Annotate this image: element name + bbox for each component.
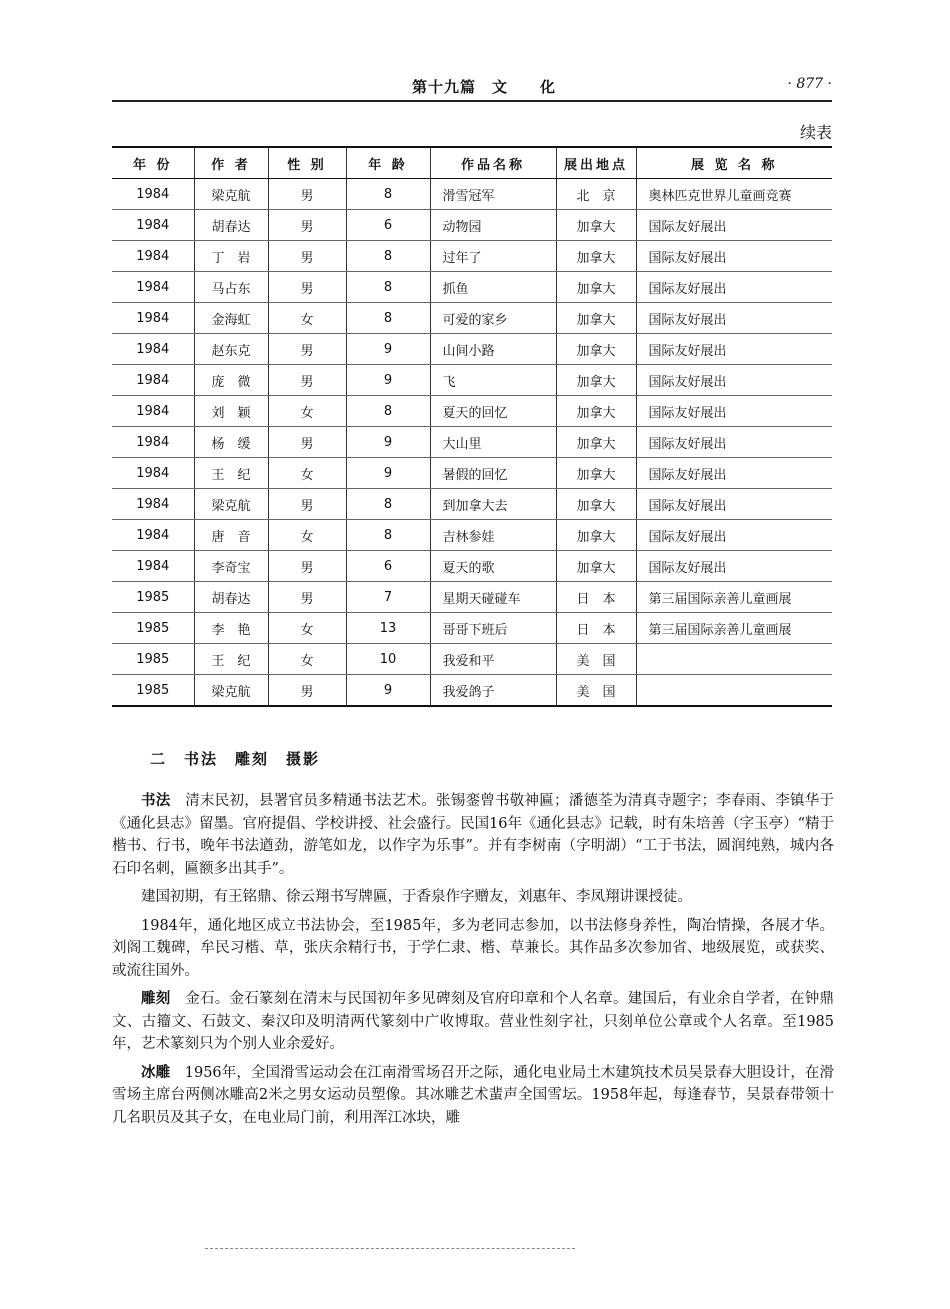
paragraph-text: 1956年，全国滑雪运动会在江南滑雪场召开之际，通化电业局土木建筑技术员吴景春大胆设计，在滑雪场主席台两侧冰雕高2米之男女运动员塑像。其冰雕艺术蜚声全国雪坛。1958年起，每逢春节，吴景春带领十几名职员及其子女，在电业局门前，利用浑江冰块，雕 [112,1064,835,1126]
table-cell: 国际友好展出 [636,551,832,582]
table-cell: 我爱和平 [430,644,556,675]
table-cell: 国际友好展出 [636,272,832,303]
table-cell: 9 [346,365,430,396]
table-cell: 王 纪 [194,644,268,675]
table-cell: 8 [346,303,430,334]
table-cell: 女 [268,396,346,427]
column-header: 展 览 名 称 [636,147,832,179]
table-cell: 9 [346,675,430,707]
table-cell: 1985 [112,675,194,707]
table-cell: 10 [346,644,430,675]
table-cell: 9 [346,427,430,458]
table-cell: 北 京 [556,179,636,210]
table-cell: 胡春达 [194,210,268,241]
table-cell: 国际友好展出 [636,365,832,396]
column-header: 性 别 [268,147,346,179]
table-cell: 9 [346,458,430,489]
table-cell: 夏天的回忆 [430,396,556,427]
paragraph-text: 建国初期，有王铭鼎、徐云翔书写牌匾，于香泉作字赠友，刘惠年、李凤翔讲课授徒。 [141,889,692,905]
table-cell: 男 [268,365,346,396]
table-cell: 梁克航 [194,489,268,520]
table-cell: 抓鱼 [430,272,556,303]
table-cell: 国际友好展出 [636,241,832,272]
table-cell: 8 [346,241,430,272]
paragraph [112,988,834,1056]
table-cell: 加拿大 [556,241,636,272]
paragraph [112,886,834,909]
table-cell: 李 艳 [194,613,268,644]
table-cell: 加拿大 [556,396,636,427]
table-cell: 男 [268,551,346,582]
column-header: 年 份 [112,147,194,179]
table-cell: 星期天碰碰车 [430,582,556,613]
table-cell: 1984 [112,303,194,334]
table-cell: 动物园 [430,210,556,241]
table-cell: 1984 [112,427,194,458]
table-cell: 13 [346,613,430,644]
table-cell: 加拿大 [556,210,636,241]
table-cell: 加拿大 [556,272,636,303]
table-cell: 男 [268,179,346,210]
table-row [112,334,832,365]
table-cell [636,675,832,707]
table-body [112,179,832,707]
table-cell: 国际友好展出 [636,303,832,334]
table-cell: 8 [346,272,430,303]
table-row [112,644,832,675]
table-cell: 滑雪冠军 [430,179,556,210]
footer-rule [205,1248,575,1249]
table-row [112,365,832,396]
table-row [112,179,832,210]
table-cell: 飞 [430,365,556,396]
table-cell: 女 [268,613,346,644]
table-cell: 国际友好展出 [636,210,832,241]
paragraph [112,1062,834,1130]
table-cell: 赵东克 [194,334,268,365]
paragraph-lead: 书法 [141,793,171,809]
table-cell: 刘 颖 [194,396,268,427]
table-cell: 吉林参娃 [430,520,556,551]
table-cell: 夏天的歌 [430,551,556,582]
table-cell: 1985 [112,644,194,675]
table-cell: 可爱的家乡 [430,303,556,334]
table-cell: 梁克航 [194,675,268,707]
column-header: 作 者 [194,147,268,179]
table-cell: 杨 缓 [194,427,268,458]
table-cell: 过年了 [430,241,556,272]
table-cell: 大山里 [430,427,556,458]
body-text [112,790,834,1135]
table-cell: 加拿大 [556,489,636,520]
table-cell: 加拿大 [556,303,636,334]
table-row [112,427,832,458]
table-cell: 国际友好展出 [636,334,832,365]
table-cell: 奥林匹克世界儿童画竞赛 [636,179,832,210]
table-cell: 第三届国际亲善儿童画展 [636,613,832,644]
table-cell: 加拿大 [556,427,636,458]
table-cell: 1984 [112,458,194,489]
table-cell: 美 国 [556,644,636,675]
table-cell: 6 [346,551,430,582]
table-cell: 1984 [112,489,194,520]
table-cell: 暑假的回忆 [430,458,556,489]
table-row [112,582,832,613]
table-row [112,675,832,707]
table-cell: 1984 [112,365,194,396]
paragraph-text: 1984年，通化地区成立书法协会，至1985年，多为老同志参加，以书法修身养性，陶冶情操，各展才华。刘阁工魏碑，牟民习楷、草，张庆余精行书，于学仁隶、楷、草兼长。其作品多次参加省、地级展览，或获奖、或流往国外。 [112,917,834,979]
table-cell: 女 [268,520,346,551]
table-cell [636,644,832,675]
table-cell: 1985 [112,613,194,644]
table-cell: 日 本 [556,582,636,613]
table-cell: 女 [268,458,346,489]
column-header: 展出地点 [556,147,636,179]
table-row [112,613,832,644]
table-cell: 9 [346,334,430,365]
table-cell: 山间小路 [430,334,556,365]
table-cell: 1984 [112,551,194,582]
table-cell: 男 [268,582,346,613]
table-cell: 马占东 [194,272,268,303]
table-cell: 1984 [112,520,194,551]
table-cell: 女 [268,644,346,675]
table-cell: 男 [268,241,346,272]
paragraph [112,915,834,983]
table-cell: 李奇宝 [194,551,268,582]
table-cell: 8 [346,396,430,427]
table-cell: 国际友好展出 [636,458,832,489]
continued-label: 续表 [799,123,832,142]
table-row [112,489,832,520]
table-row [112,272,832,303]
table-cell: 1984 [112,272,194,303]
table-header-row [112,147,832,179]
table-cell: 国际友好展出 [636,520,832,551]
table-cell: 唐 音 [194,520,268,551]
table-cell: 加拿大 [556,458,636,489]
table-cell: 6 [346,210,430,241]
table-cell: 1984 [112,334,194,365]
table-cell: 我爱鸽子 [430,675,556,707]
table-cell: 1984 [112,210,194,241]
table-cell: 胡春达 [194,582,268,613]
paragraph-text: 金石。金石篆刻在清末与民国初年多见碑刻及官府印章和个人名章。建国后，有业余自学者，在钟鼎文、古籀文、石鼓文、秦汉印及明清两代篆刻中广收博取。营业性刻字社，只刻单位公章或个人名章。至1985年，艺术篆刻只为个别人业余爱好。 [112,991,834,1052]
column-header: 作品名称 [430,147,556,179]
table-cell: 1984 [112,241,194,272]
column-header: 年 龄 [346,147,430,179]
table-cell: 1984 [112,396,194,427]
table-cell: 美 国 [556,675,636,707]
table-cell: 男 [268,427,346,458]
table-cell: 男 [268,334,346,365]
table-cell: 梁克航 [194,179,268,210]
table-cell: 加拿大 [556,520,636,551]
page-header [112,76,832,102]
table-cell: 男 [268,210,346,241]
table-cell: 1985 [112,582,194,613]
table-cell: 到加拿大去 [430,489,556,520]
table-row [112,396,832,427]
table-cell: 丁 岩 [194,241,268,272]
section-title: 二 书法 雕刻 摄影 [150,750,321,768]
chapter-title: 第十九篇 文 化 [412,78,557,96]
table-row [112,551,832,582]
page-number: · 877 · [787,76,832,92]
table-cell: 国际友好展出 [636,396,832,427]
table-cell: 国际友好展出 [636,489,832,520]
table-row [112,458,832,489]
table-cell: 哥哥下班后 [430,613,556,644]
table-cell: 男 [268,272,346,303]
table-cell: 第三届国际亲善儿童画展 [636,582,832,613]
table-cell: 王 纪 [194,458,268,489]
table-cell: 加拿大 [556,551,636,582]
table-cell: 8 [346,520,430,551]
table-cell: 加拿大 [556,365,636,396]
table-cell: 男 [268,675,346,707]
paragraph-text: 清末民初，县署官员多精通书法艺术。张锡銮曾书敬神匾；潘德荃为清真寺题字；李春雨、李镇华于《通化县志》留墨。官府提倡、学校讲授、社会盛行。民国16年《通化县志》记载，时有朱培善（字玉亭）“精于楷书、行书，晚年书法遒劲，游笔如龙，以作字为乐事”。并有李树南（字明湖）“工于书法，圆润纯熟，城内各石印名刺，匾额多出其手”。 [112,793,834,877]
table-cell: 国际友好展出 [636,427,832,458]
paragraph [112,790,834,880]
table-cell: 男 [268,489,346,520]
table-row [112,303,832,334]
table-row [112,520,832,551]
table-cell: 日 本 [556,613,636,644]
exhibition-table [112,146,832,707]
paragraph-lead: 冰雕 [141,1064,171,1081]
table-row [112,210,832,241]
paragraph-lead: 雕刻 [141,991,171,1007]
table-cell: 庞 微 [194,365,268,396]
table-cell: 女 [268,303,346,334]
table-cell: 8 [346,489,430,520]
table-cell: 金海虹 [194,303,268,334]
table-cell: 8 [346,179,430,210]
table-cell: 1984 [112,179,194,210]
table-cell: 7 [346,582,430,613]
table-row [112,241,832,272]
table-cell: 加拿大 [556,334,636,365]
